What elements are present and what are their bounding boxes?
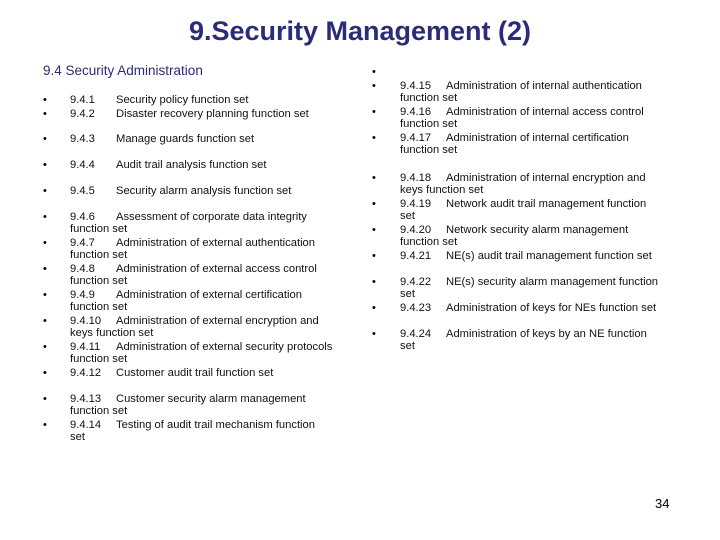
item-text-continued: function set xyxy=(400,118,458,130)
item-text-continued: function set xyxy=(400,92,458,104)
item-text: Administration of keys by an NE function xyxy=(446,328,647,340)
item-number: 9.4.1 xyxy=(70,94,95,106)
item-number: 9.4.24 xyxy=(400,328,432,340)
item-text: Administration of external security protocols xyxy=(116,341,333,353)
item-text-continued: function set xyxy=(70,405,128,417)
item-text: Administration of external encryption and xyxy=(116,315,319,327)
item-number: 9.4.11 xyxy=(70,341,101,353)
item-number: 9.4.15 xyxy=(400,80,432,92)
bullet-icon: • xyxy=(372,80,376,92)
item-number: 9.4.9 xyxy=(70,289,95,301)
bullet-icon: • xyxy=(372,172,376,184)
bullet-icon: • xyxy=(43,185,47,197)
item-text: Administration of internal access control xyxy=(446,106,644,118)
bullet-icon: • xyxy=(372,224,376,236)
bullet-icon: • xyxy=(372,276,376,288)
item-text-continued: keys function set xyxy=(400,184,484,196)
bullet-icon: • xyxy=(43,263,47,275)
item-text: NE(s) audit trail management function set xyxy=(446,250,652,262)
item-number: 9.4.3 xyxy=(70,133,95,145)
bullet-icon: • xyxy=(43,289,47,301)
item-text: Network security alarm management xyxy=(446,224,629,236)
item-text-continued: function set xyxy=(400,144,458,156)
bullet-icon: • xyxy=(372,250,376,262)
item-number: 9.4.12 xyxy=(70,367,102,379)
item-text: Audit trail analysis function set xyxy=(116,159,267,171)
item-text: Administration of internal encryption and xyxy=(446,172,646,184)
item-number: 9.4.13 xyxy=(70,393,102,405)
item-number: 9.4.2 xyxy=(70,108,95,120)
item-number: 9.4.20 xyxy=(400,224,432,236)
item-text: Administration of internal certification xyxy=(446,132,629,144)
item-text: Administration of external access control xyxy=(116,263,317,275)
item-number: 9.4.5 xyxy=(70,185,95,197)
section-heading: 9.4 Security Administration xyxy=(43,63,203,78)
item-number: 9.4.8 xyxy=(70,263,95,275)
item-number: 9.4.4 xyxy=(70,159,95,171)
bullet-icon: • xyxy=(43,237,47,249)
item-number: 9.4.14 xyxy=(70,419,102,431)
item-text-continued: set xyxy=(400,288,415,300)
bullet-icon: • xyxy=(43,211,47,223)
item-text: Administration of keys for NEs function set xyxy=(446,302,657,314)
item-text: Administration of internal authentication xyxy=(446,80,642,92)
bullet-icon: • xyxy=(372,198,376,210)
bullet-icon: • xyxy=(372,106,376,118)
item-number: 9.4.7 xyxy=(70,237,95,249)
item-text-continued: function set xyxy=(70,249,128,261)
item-text-continued: function set xyxy=(70,223,128,235)
item-text: Administration of external certification xyxy=(116,289,302,301)
bullet-icon: • xyxy=(43,393,47,405)
item-text-continued: set xyxy=(400,210,415,222)
item-number: 9.4.21 xyxy=(400,250,432,262)
item-text: NE(s) security alarm management function xyxy=(446,276,659,288)
item-text: Administration of external authentication xyxy=(116,237,316,249)
item-text: Manage guards function set xyxy=(116,133,255,145)
page-number: 34 xyxy=(655,496,670,511)
item-number: 9.4.23 xyxy=(400,302,432,314)
bullet-icon: • xyxy=(43,94,47,106)
bullet-icon: • xyxy=(43,108,47,120)
item-text: Security policy function set xyxy=(116,94,249,106)
item-text: Network audit trail management function xyxy=(446,198,647,210)
page-title: 9.Security Management (2) xyxy=(188,16,532,46)
item-number: 9.4.6 xyxy=(70,211,95,223)
item-text-continued: set xyxy=(70,431,85,443)
bullet-icon: • xyxy=(43,159,47,171)
bullet-icon: • xyxy=(43,341,47,353)
item-number: 9.4.22 xyxy=(400,276,432,288)
item-number: 9.4.16 xyxy=(400,106,432,118)
item-text-continued: function set xyxy=(70,301,128,313)
bullet-icon: • xyxy=(372,302,376,314)
bullet-icon: • xyxy=(43,133,47,145)
item-text-continued: set xyxy=(400,340,415,352)
item-number: 9.4.19 xyxy=(400,198,432,210)
item-text: Disaster recovery planning function set xyxy=(116,108,309,120)
item-text-continued: function set xyxy=(400,236,458,248)
bullet-icon: • xyxy=(372,66,376,78)
item-text: Customer audit trail function set xyxy=(116,367,274,379)
bullet-icon: • xyxy=(372,328,376,340)
item-number: 9.4.17 xyxy=(400,132,432,144)
bullet-icon: • xyxy=(43,367,47,379)
item-text-continued: keys function set xyxy=(70,327,154,339)
item-number: 9.4.10 xyxy=(70,315,102,327)
item-text: Testing of audit trail mechanism function xyxy=(116,419,315,431)
item-text-continued: function set xyxy=(70,353,128,365)
bullet-icon: • xyxy=(43,419,47,431)
item-text: Assessment of corporate data integrity xyxy=(116,211,307,223)
item-text-continued: function set xyxy=(70,275,128,287)
item-text: Security alarm analysis function set xyxy=(116,185,292,197)
bullet-icon: • xyxy=(43,315,47,327)
item-text: Customer security alarm management xyxy=(116,393,306,405)
item-number: 9.4.18 xyxy=(400,172,432,184)
bullet-icon: • xyxy=(372,132,376,144)
